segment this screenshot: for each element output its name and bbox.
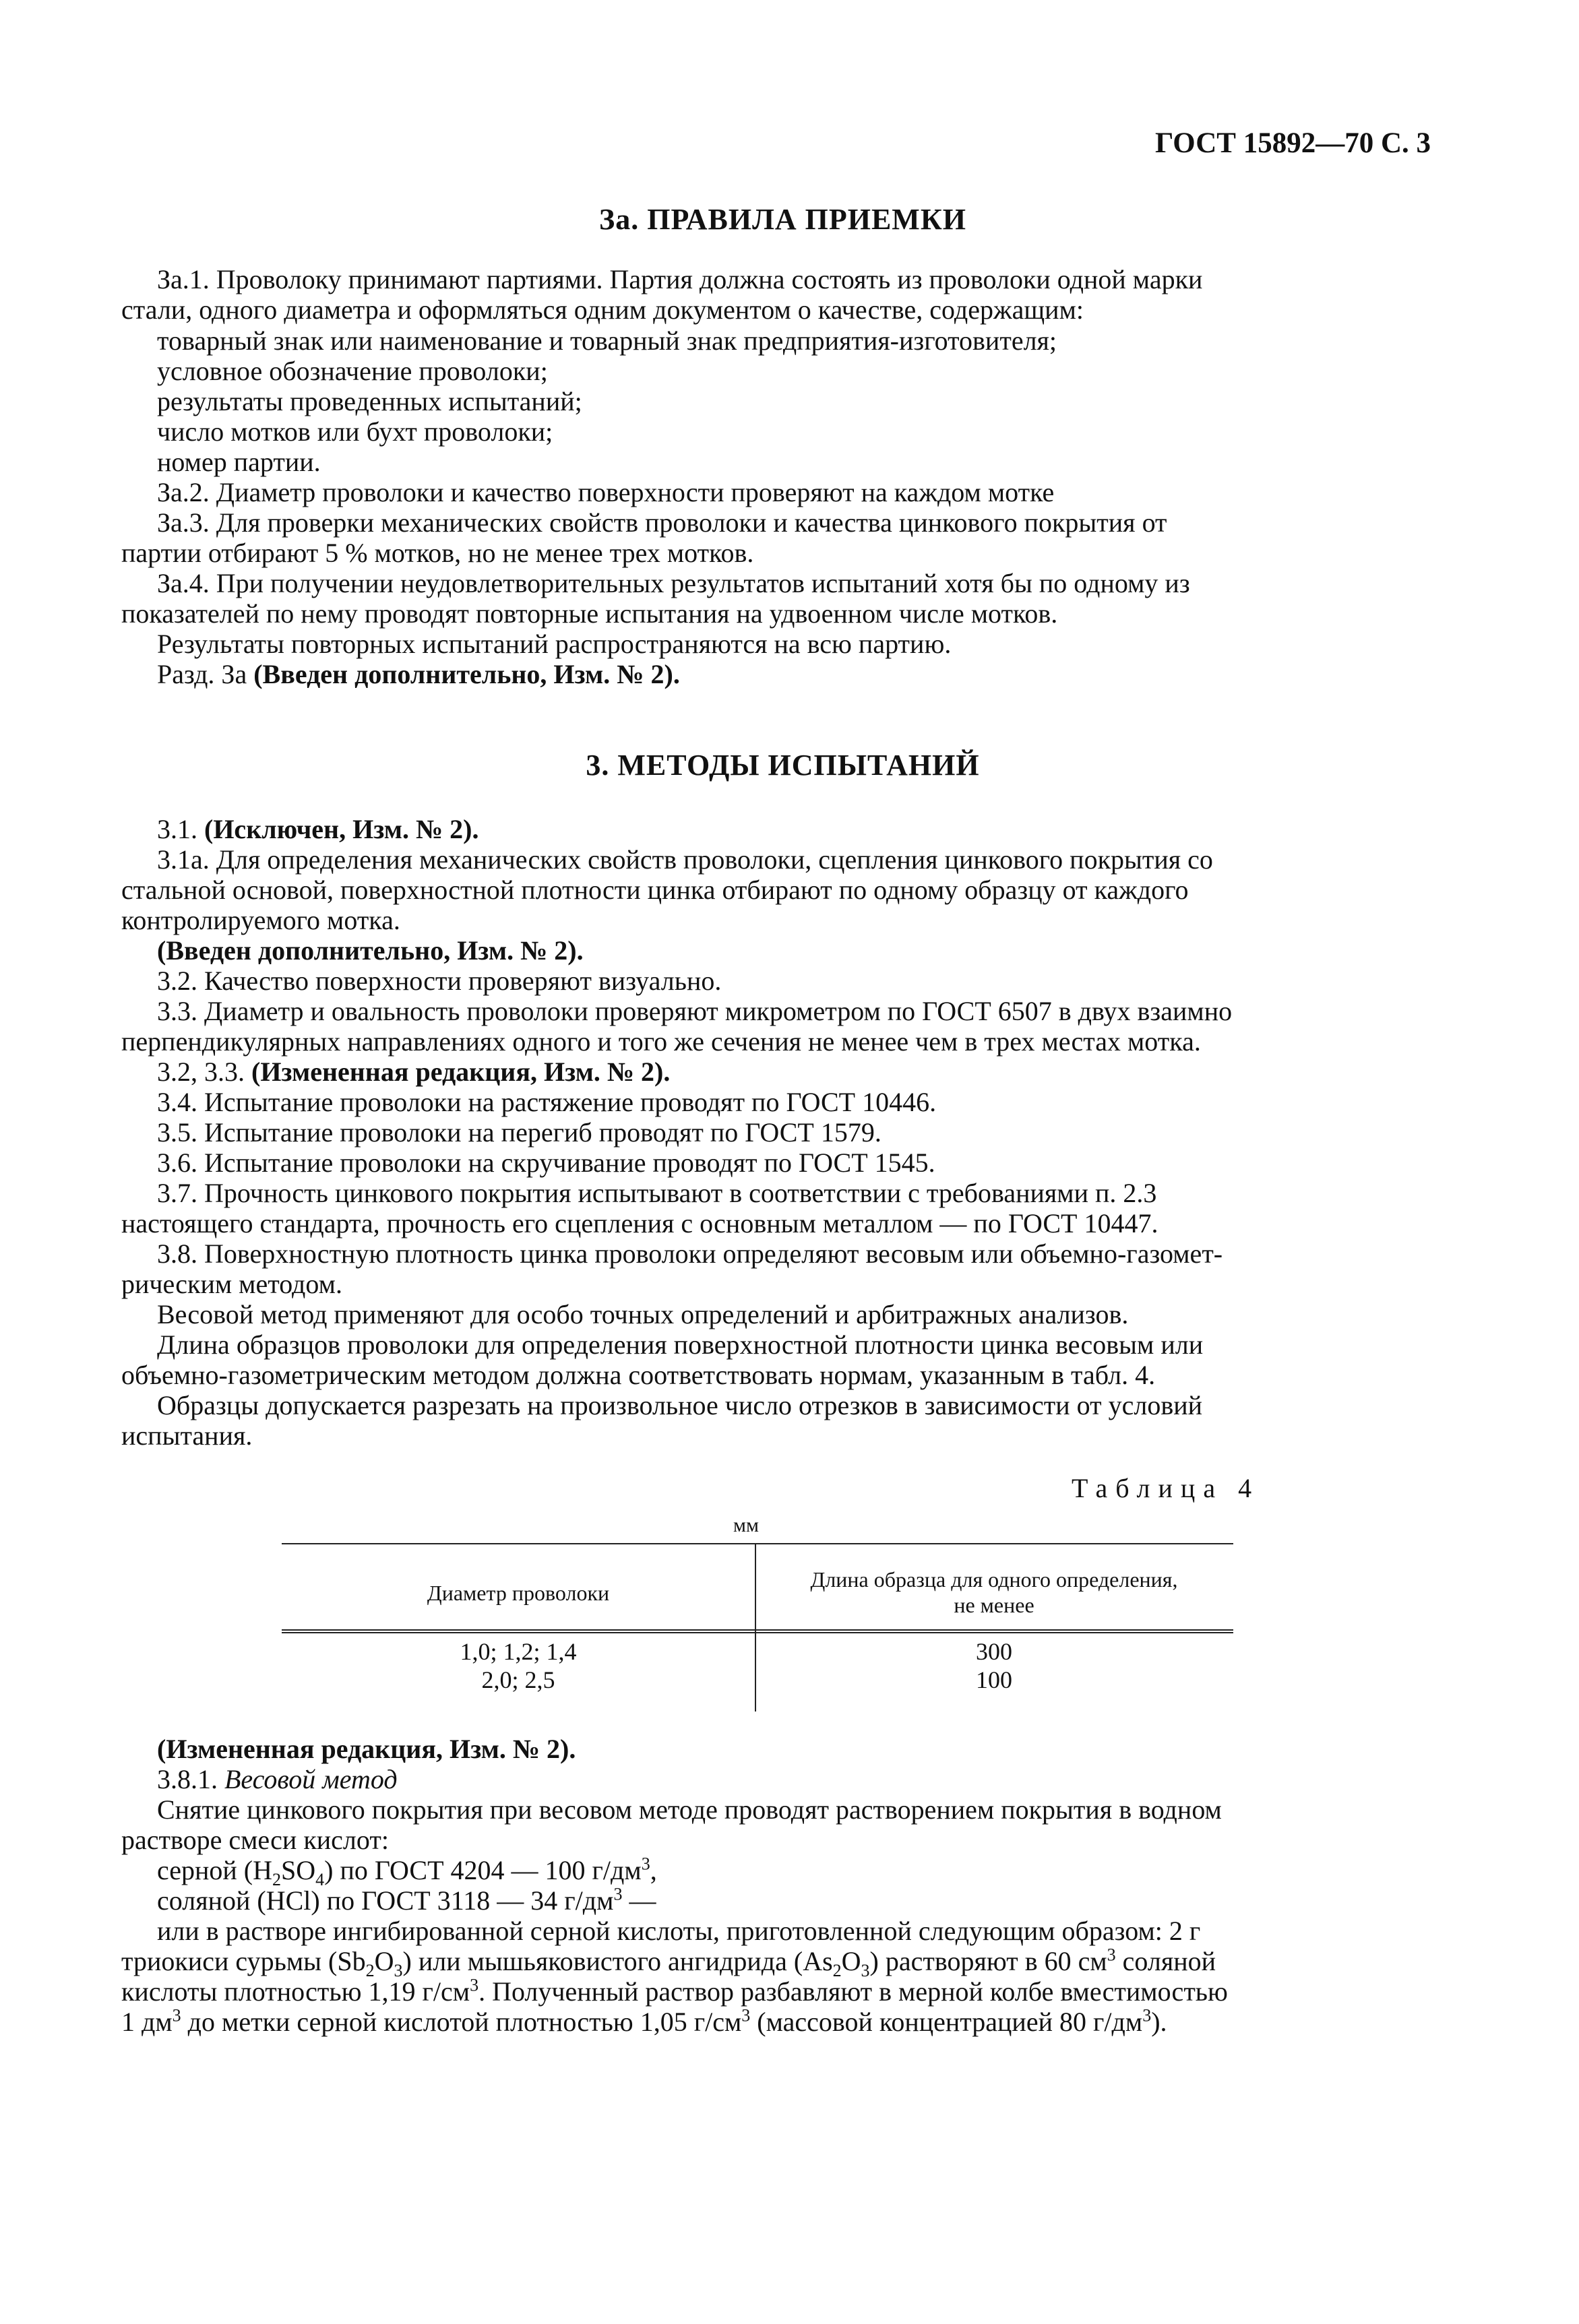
- paragraph-3a5: Результаты повторных испытаний распространяются на всю партию.: [157, 629, 952, 659]
- paragraph-inhibited-line4: 1 $дм^3$ до метки серной кислотой плотностью 1,05 $г/см^3$ (массовой концентрацией 80 $г/дм^3$).: [121, 2005, 1167, 2037]
- paragraph-3-1a-note: (Введен дополнительно, Изм. № 2).: [157, 935, 584, 966]
- paragraph-3-2-3-3-note: [157, 1057, 670, 1087]
- paragraph-3-7-line2: настоящего стандарта, прочность его сцепления с основным металлом — по ГОСТ 10447.: [121, 1208, 1158, 1238]
- paragraph-3-8-line3: Весовой метод применяют для особо точных определений и арбитражных анализов.: [157, 1299, 1129, 1329]
- paragraph-3a4-line1: За.4. При получении неудовлетворительных результатов испытаний хотя бы по одному из: [157, 568, 1190, 598]
- amendment-text: (Измененная редакция, Изм. № 2).: [251, 1057, 671, 1087]
- table-cell: 300: [976, 1638, 1012, 1665]
- table-header-rule: [282, 1629, 1233, 1631]
- paragraph-3-8-line7: испытания.: [121, 1420, 253, 1451]
- subsection-title: Весовой метод: [224, 1764, 398, 1794]
- paragraph-3a3-line1: За.3. Для проверки механических свойств проволоки и качества цинкового покрытия от: [157, 507, 1167, 538]
- paragraph-3-1: [157, 814, 478, 844]
- paragraph-3a2: За.2. Диаметр проволоки и качество поверхности проверяют на каждом мотке: [157, 477, 1055, 507]
- list-item: товарный знак или наименование и товарный знак предприятия-изготовителя;: [157, 325, 1057, 356]
- table-header-cell: Диаметр проволоки: [427, 1581, 610, 1605]
- list-item: номер партии.: [157, 447, 321, 477]
- paragraph-3-6: 3.6. Испытание проволоки на скручивание проводят по ГОСТ 1545.: [157, 1148, 935, 1178]
- paragraph-3-3-line2: перпендикулярных направлениях одного и того же сечения не менее чем в трех местах мотка.: [121, 1026, 1201, 1057]
- table-caption: Таблица 4: [1072, 1473, 1260, 1503]
- header-line: Длина образца для одного определения,: [810, 1567, 1178, 1592]
- list-item: число мотков или бухт проволоки;: [157, 416, 553, 447]
- paragraph-3-4: 3.4. Испытание проволоки на растяжение проводят по ГОСТ 10446.: [157, 1087, 937, 1117]
- table-4: [282, 1543, 1233, 1711]
- paragraph-3-2: 3.2. Качество поверхности проверяют визуально.: [157, 966, 722, 996]
- paragraph-removal-line2: растворе смеси кислот:: [121, 1825, 389, 1855]
- list-item: условное обозначение проволоки;: [157, 356, 548, 386]
- table-header-cell: [755, 1567, 1233, 1618]
- paragraph-number: 3.2, 3.3.: [157, 1057, 245, 1087]
- header-line: не менее: [954, 1593, 1034, 1617]
- amendment-text: (Исключен, Изм. № 2).: [204, 814, 479, 844]
- paragraph-3a4-line2: показателей по нему проводят повторные испытания на удвоенном числе мотков.: [121, 598, 1058, 629]
- paragraph-3a1-line2: стали, одного диаметра и оформляться одним документом о качестве, содержащим:: [121, 294, 1084, 325]
- list-item: результаты проведенных испытаний;: [157, 386, 582, 416]
- table-cell: 1,0; 1,2; 1,4: [460, 1638, 577, 1665]
- table-unit: мм: [733, 1514, 759, 1536]
- paragraph-inhibited-line2: триокиси сурьмы $(Sb_2O_3)$ или мышьяковистого ангидрида $(As_2O_3)$ растворяют в 60 $см^3$ соляной: [121, 1945, 1216, 1980]
- subsection-3-8-1: [157, 1764, 398, 1794]
- paragraph-3-8-line1: 3.8. Поверхностную плотность цинка проволоки определяют весовым или объемно-газомет-: [157, 1238, 1223, 1269]
- paragraph-number: 3.8.1.: [157, 1764, 218, 1794]
- paragraph-3-8-line5: объемно-газометрическим методом должна соответствовать нормам, указанным в табл. 4.: [121, 1360, 1156, 1390]
- paragraph-inhibited-line3: кислоты плотностью 1,19 $г/см^3$. Полученный раствор разбавляют в мерной колбе вместимостью: [121, 1975, 1228, 2007]
- paragraph-3-1a-line2: стальной основой, поверхностной плотности цинка отбирают по одному образцу от каждого: [121, 875, 1189, 905]
- paragraph-3a1-line1: За.1. Проволоку принимают партиями. Партия должна состоять из проволоки одной марки: [157, 264, 1203, 294]
- note-bold: (Введен дополнительно, Изм. № 2).: [253, 659, 680, 689]
- acid-hydrochloric: соляной (HCl) по ГОСТ 3118 — 34 $г/дм^3$ —: [157, 1884, 656, 1916]
- table-cell: 2,0; 2,5: [481, 1666, 555, 1693]
- note-prefix: Разд. За: [157, 659, 247, 689]
- paragraph-3-3-line1: 3.3. Диаметр и овальность проволоки проверяют микрометром по ГОСТ 6507 в двух взаимно: [157, 996, 1233, 1026]
- paragraph-3-8-line2: рическим методом.: [121, 1269, 342, 1299]
- section-3a-title: За. ПРАВИЛА ПРИЕМКИ: [599, 203, 966, 236]
- paragraph-number: 3.1.: [157, 814, 197, 844]
- table-amendment-note: (Измененная редакция, Изм. № 2).: [157, 1734, 576, 1764]
- paragraph-3-8-line6: Образцы допускается разрезать на произвольное число отрезков в зависимости от условий: [157, 1390, 1203, 1420]
- paragraph-3-1a-line1: 3.1а. Для определения механических свойств проволоки, сцепления цинкового покрытия со: [157, 844, 1213, 875]
- paragraph-3a3-line2: партии отбирают 5 % мотков, но не менее трех мотков.: [121, 538, 754, 568]
- table-header-rule-double: [282, 1632, 1233, 1633]
- table-cell: 100: [976, 1666, 1012, 1693]
- table-top-rule: [282, 1543, 1233, 1544]
- paragraph-removal-line1: Снятие цинкового покрытия при весовом методе проводят растворением покрытия в водном: [157, 1794, 1222, 1825]
- section-3a-amendment-note: [157, 659, 680, 689]
- page-header: ГОСТ 15892—70 С. 3: [1154, 127, 1431, 159]
- acid-sulfuric: серной $(H_2SO_4)$ по ГОСТ 4204 — 100 $г/дм^3$,: [157, 1854, 657, 1889]
- paragraph-3-5: 3.5. Испытание проволоки на перегиб проводят по ГОСТ 1579.: [157, 1117, 881, 1148]
- paragraph-3-7-line1: 3.7. Прочность цинкового покрытия испытывают в соответствии с требованиями п. 2.3: [157, 1178, 1157, 1208]
- paragraph-3-1a-line3: контролируемого мотка.: [121, 905, 400, 935]
- paragraph-inhibited-line1: или в растворе ингибированной серной кислоты, приготовленной следующим образом: 2 г: [157, 1916, 1201, 1946]
- section-3-title: 3. МЕТОДЫ ИСПЫТАНИЙ: [586, 749, 980, 782]
- paragraph-3-8-line4: Длина образцов проволоки для определения поверхностной плотности цинка весовым или: [157, 1329, 1204, 1360]
